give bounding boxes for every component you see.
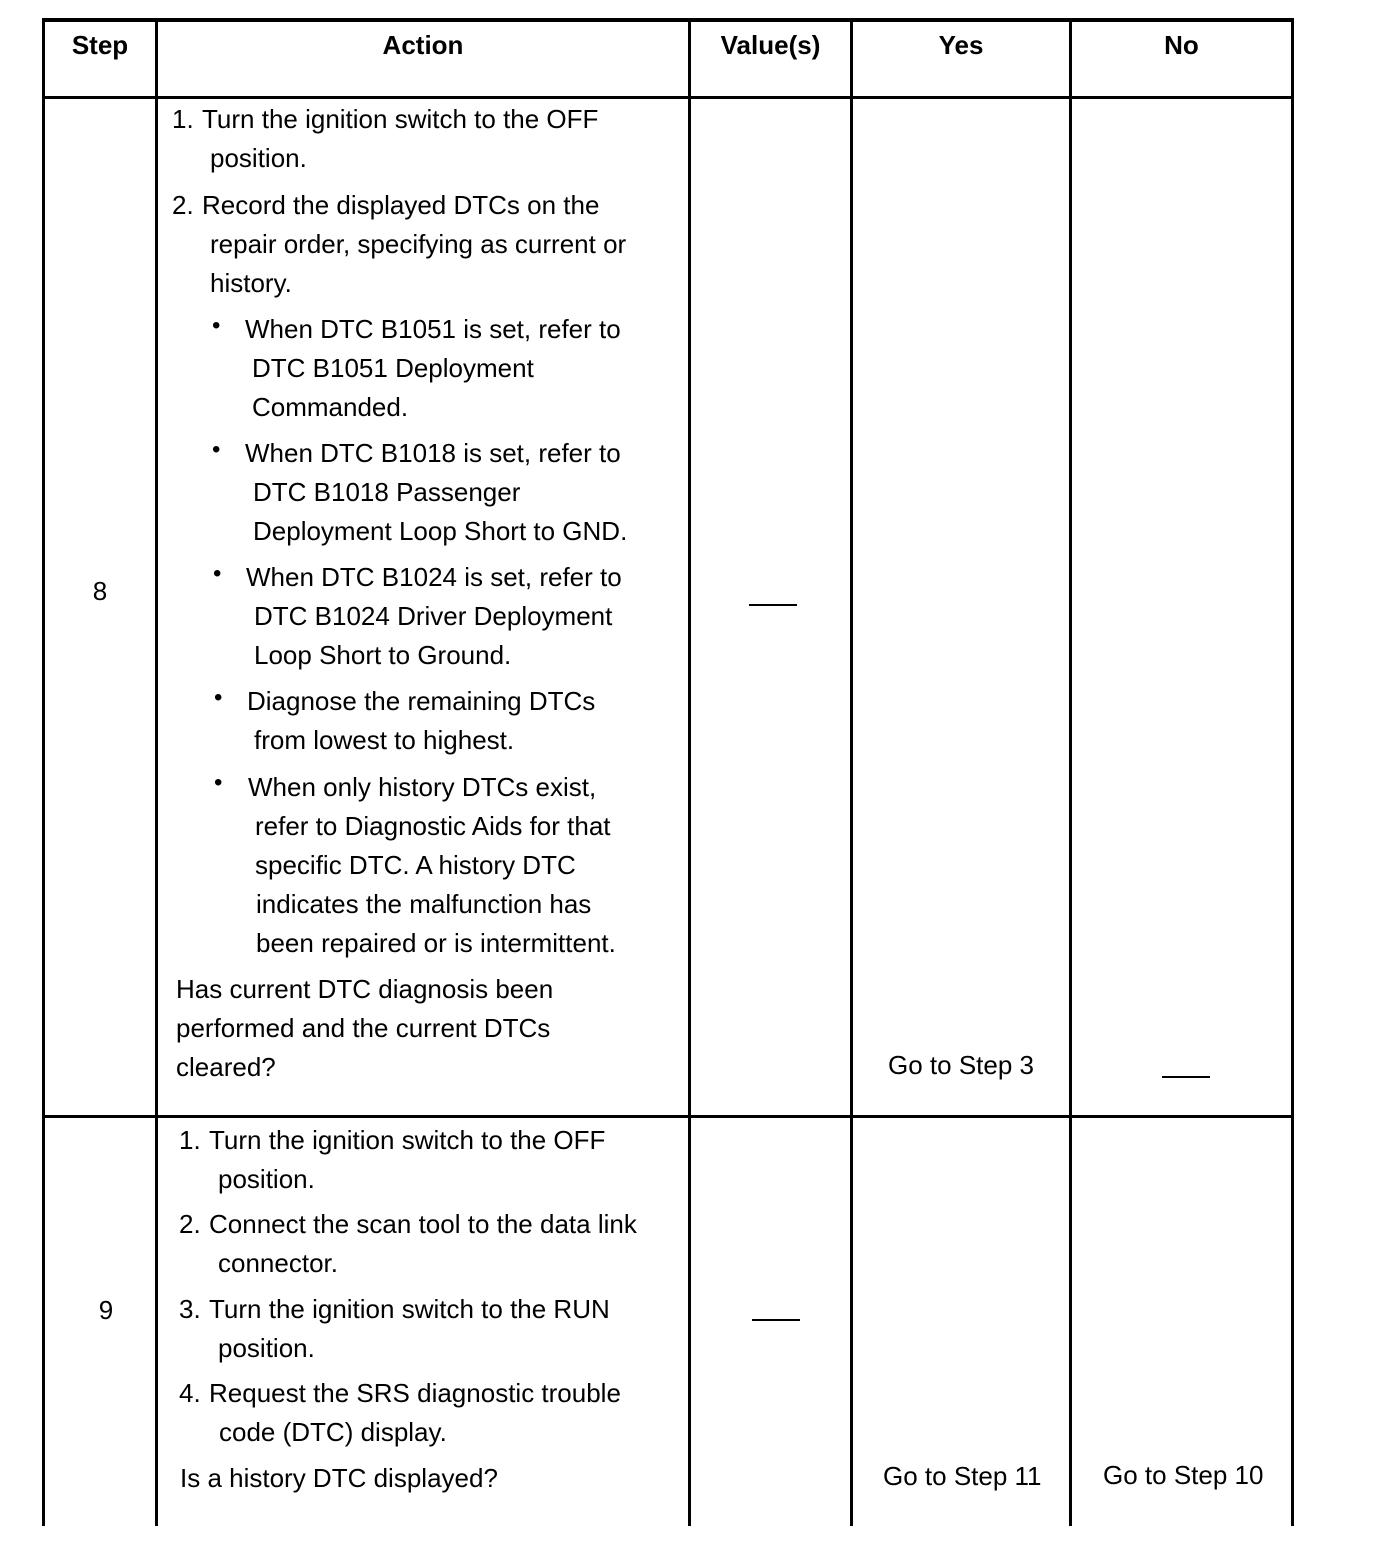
action-item-number: 2.	[179, 1209, 201, 1239]
bullet-text: DTC B1051 Deployment	[252, 353, 534, 383]
action-item-text: Turn the ignition switch to the OFF	[202, 104, 599, 134]
header-values: Value(s)	[720, 30, 821, 60]
step-number: 8	[92, 576, 108, 606]
yes-result: Go to Step 3	[888, 1050, 1034, 1080]
question-text: Has current DTC diagnosis been	[176, 974, 554, 1004]
no-result: Go to Step 10	[1103, 1460, 1264, 1490]
action-item-number: 1.	[179, 1125, 201, 1155]
diagnostic-table	[42, 18, 1294, 1526]
value-dash	[752, 1319, 800, 1321]
header-step: Step	[71, 30, 129, 60]
action-item-number: 4.	[179, 1378, 201, 1408]
no-result-dash	[1162, 1076, 1210, 1078]
action-item-number: 3.	[179, 1294, 201, 1324]
action-item-text: Connect the scan tool to the data link	[209, 1209, 637, 1239]
step-number: 9	[98, 1295, 114, 1325]
yes-result: Go to Step 11	[883, 1461, 1042, 1491]
header-yes: Yes	[938, 30, 984, 60]
bullet-text: When DTC B1024 is set, refer to	[246, 562, 622, 592]
action-item-text: code (DTC) display.	[219, 1417, 447, 1447]
bullet-icon: •	[214, 769, 223, 796]
bullet-text: DTC B1024 Driver Deployment	[254, 601, 613, 631]
header-no: No	[1164, 30, 1199, 60]
bullet-text: been repaired or is intermittent.	[256, 928, 616, 958]
action-item-text: position.	[210, 143, 307, 173]
bullet-text: Deployment Loop Short to GND.	[253, 516, 628, 546]
bullet-text: specific DTC. A history DTC	[255, 850, 576, 880]
bullet-text: Loop Short to Ground.	[254, 640, 512, 670]
col-border-action	[688, 18, 691, 1526]
col-border-values	[850, 18, 853, 1526]
bullet-icon: •	[212, 436, 221, 463]
header-action: Action	[382, 30, 464, 60]
action-item-number: 1.	[172, 104, 194, 134]
bullet-text: When DTC B1018 is set, refer to	[245, 438, 621, 468]
action-item-number: 2.	[172, 190, 194, 220]
action-item-text: connector.	[218, 1248, 338, 1278]
col-border-left	[42, 18, 45, 1526]
value-dash	[749, 604, 797, 606]
col-border-right	[1291, 18, 1294, 1526]
col-border-yes	[1069, 18, 1072, 1526]
bullet-text: When only history DTCs exist,	[248, 772, 597, 802]
bullet-icon: •	[213, 560, 222, 587]
action-item-text: position.	[218, 1164, 315, 1194]
question-text: cleared?	[176, 1052, 276, 1082]
bullet-icon: •	[214, 684, 223, 711]
question-text: Is a history DTC displayed?	[180, 1463, 498, 1493]
action-item-text: Request the SRS diagnostic trouble	[209, 1378, 621, 1408]
question-text: performed and the current DTCs	[176, 1013, 551, 1043]
action-item-text: position.	[218, 1333, 315, 1363]
header-bottom-border	[42, 96, 1294, 99]
bullet-text: from lowest to highest.	[254, 725, 515, 755]
bullet-text: indicates the malfunction has	[256, 889, 592, 919]
bullet-text: When DTC B1051 is set, refer to	[245, 314, 621, 344]
action-item-text: Turn the ignition switch to the OFF	[209, 1125, 606, 1155]
table-top-border	[42, 18, 1294, 22]
action-item-text: Record the displayed DTCs on the	[202, 190, 600, 220]
action-item-text: history.	[210, 268, 292, 298]
bullet-text: refer to Diagnostic Aids for that	[255, 811, 611, 841]
bullet-text: DTC B1018 Passenger	[253, 477, 521, 507]
bullet-text: Diagnose the remaining DTCs	[247, 686, 596, 716]
action-item-text: Turn the ignition switch to the RUN	[209, 1294, 610, 1324]
bullet-text: Commanded.	[252, 392, 409, 422]
action-item-text: repair order, specifying as current or	[210, 229, 627, 259]
bullet-icon: •	[212, 312, 221, 339]
row-divider	[42, 1115, 1294, 1118]
